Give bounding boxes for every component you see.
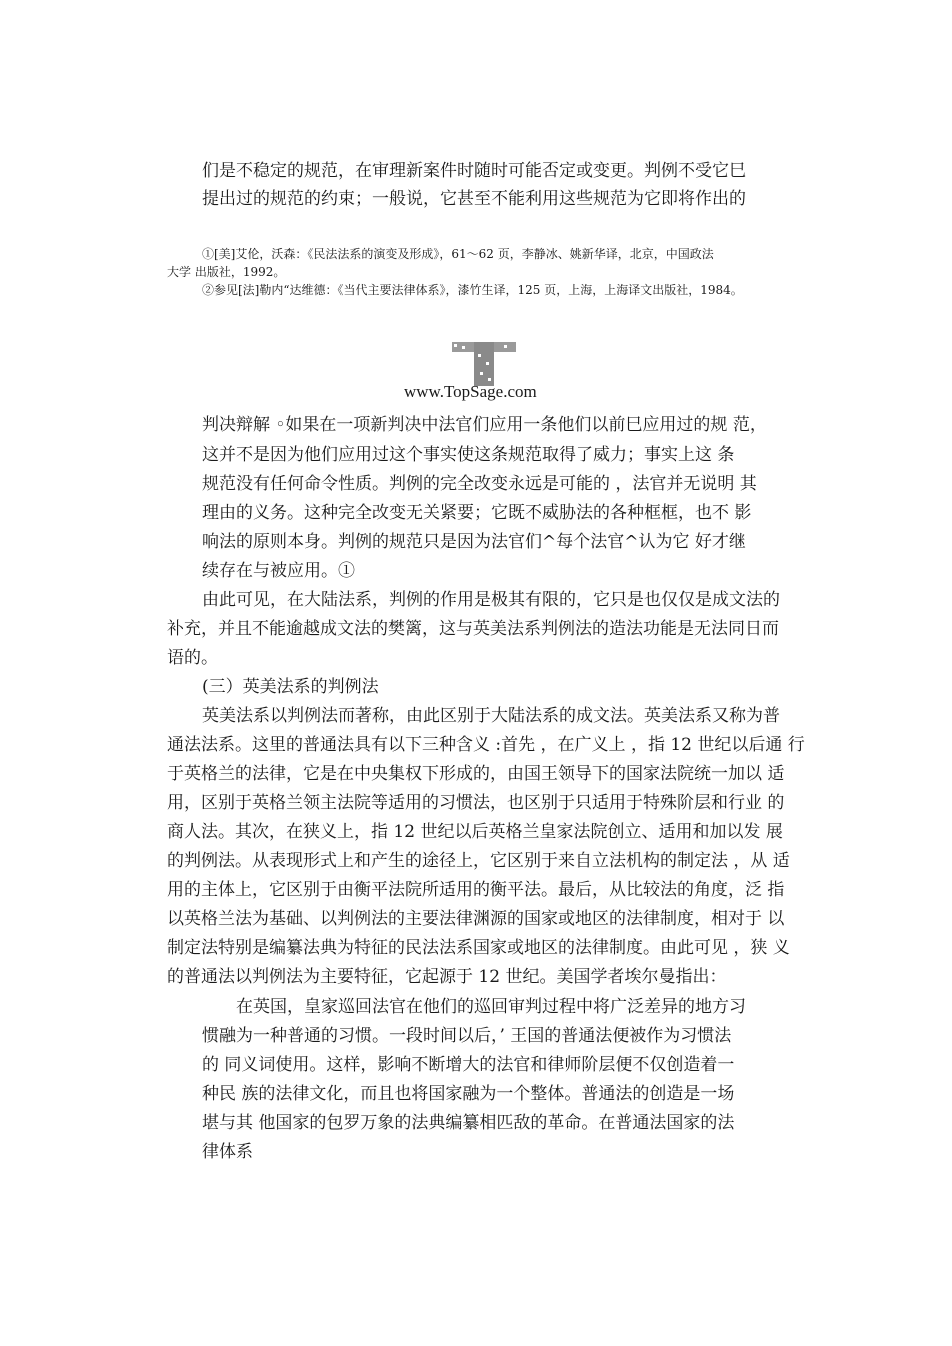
quote-line: 种民 族的法律文化，而且也将国家融为一个整体。普通法的创造是一场	[202, 1084, 735, 1104]
body-line: 用的主体上，它区别于由衡平法院所适用的衡平法。最后，从比较法的角度，泛 指	[167, 880, 785, 900]
quote-line: 判决辩解 ◦如果在一项新判决中法官们应用一条他们以前巳应用过的规 范，	[202, 415, 767, 435]
quote-line: 们是不稳定的规范，在审理新案件时随时可能否定或变更。判例不受它巳	[202, 161, 746, 181]
quote-line: 响法的原则本身。判例的规范只是因为法官们^每个法官^认为它 好才继	[202, 532, 746, 552]
body-line: 商人法。其次，在狭义上，指 12 世纪以后英格兰皇家法院创立、适用和加以发 展	[167, 822, 783, 842]
body-line: 通法法系。这里的普通法具有以下三种含义 :首先 ，在广义上 ，指 12 世纪以后通 行	[167, 735, 805, 755]
quote-line: 理由的义务。这种完全改变无关紧要；它既不威胁法的各种框框，也不 影	[202, 503, 752, 523]
body-line: 补充，并且不能逾越成文法的樊篱，这与英美法系判例法的造法功能是无法同日而	[167, 619, 779, 639]
quote-line: 提出过的规范的约束；一般说，它甚至不能利用这些规范为它即将作出的	[202, 189, 746, 209]
body-line: 于英格兰的法律，它是在中央集权下形成的，由国王领导下的国家法院统一加以 适	[167, 764, 785, 784]
body-line: 由此可见，在大陆法系，判例的作用是极其有限的，它只是也仅仅是成文法的	[202, 590, 780, 610]
body-line: 制定法特别是编纂法典为特征的民法法系国家或地区的法律制度。由此可见 ，狭 义	[167, 938, 790, 958]
body-line: 的普通法以判例法为主要特征，它起源于 12 世纪。美国学者埃尔曼指出：	[167, 967, 727, 987]
section-heading: (三）英美法系的判例法	[202, 677, 379, 697]
quote-line: 堪与其 他国家的包罗万象的法典编纂相匹敌的革命。在普通法国家的法	[202, 1113, 735, 1133]
quote-line: 惯融为一种普通的习惯。一段时间以后，’ 王国的普通法便被作为习惯法	[202, 1026, 732, 1046]
quote-line: 在英国，皇家巡回法官在他们的巡回审判过程中将广泛差异的地方习	[236, 997, 746, 1017]
footnote-2: ②参见[法]勒内“达维德：《当代主要法律体系》，漆竹生译，125 页，上海，上海译文出版社，1984。	[202, 283, 743, 297]
footnote-1-cont: 大学 出版社，1992。	[167, 265, 286, 279]
quote-line: 律体系	[202, 1142, 253, 1162]
body-line: 的判例法。从表现形式上和产生的途径上，它区别于来自立法机构的制定法 ，从 适	[167, 851, 790, 871]
body-line: 以英格兰法为基础、以判例法的主要法律渊源的国家或地区的法律制度，相对于 以	[167, 909, 785, 929]
body-line: 英美法系以判例法而著称，由此区别于大陆法系的成文法。英美法系又称为普	[202, 706, 780, 726]
quote-line: 的 同义词使用。这样，影响不断增大的法官和律师阶层便不仅创造着一	[202, 1055, 735, 1075]
body-line: 语的。	[167, 648, 218, 668]
quote-line: 续存在与被应用。①	[202, 561, 355, 581]
watermark-url: www.TopSage.com	[404, 382, 537, 401]
footnote-1: ①[美]艾伦，沃森：《民法法系的演变及形成》，61～62 页，李静冰、姚新华译，北京，中国政法	[202, 247, 714, 261]
quote-line: 规范没有任何命令性质。判例的完全改变永远是可能的 ，法官并无说明 其	[202, 474, 757, 494]
body-line: 用，区别于英格兰领主法院等适用的习惯法，也区别于只适用于特殊阶层和行业 的	[167, 793, 785, 813]
quote-line: 这并不是因为他们应用过这个事实使这条规范取得了威力；事实上这 条	[202, 445, 735, 465]
